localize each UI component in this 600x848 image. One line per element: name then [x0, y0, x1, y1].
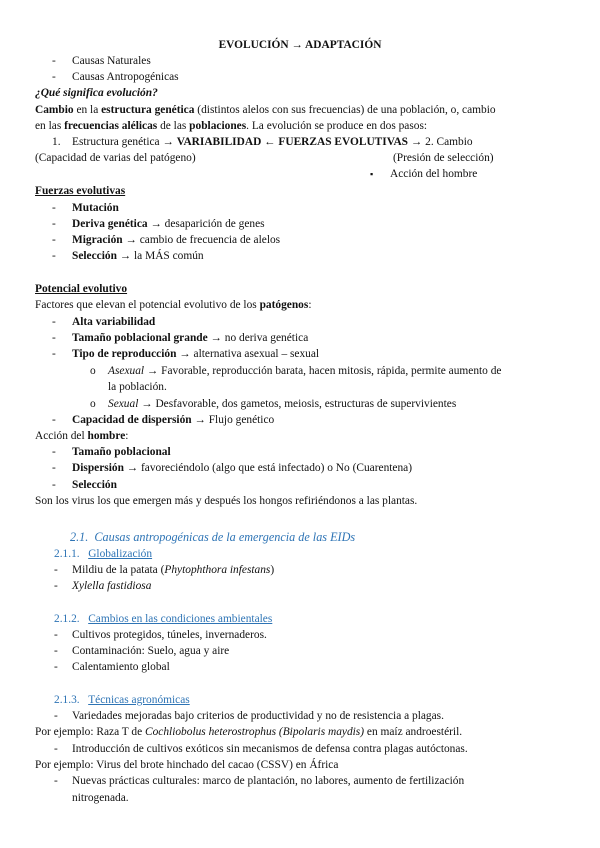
text: (distintos alelos con sus frecuencias) de una población, o, cambio: [194, 104, 496, 116]
list-item: Variedades mejoradas bajo criterios de productividad y no de resistencia a plagas.: [72, 710, 444, 722]
dash-bullet: -: [54, 743, 58, 755]
list-item: Causas Naturales: [72, 55, 151, 67]
dash-bullet: -: [52, 202, 56, 214]
section-title: Técnicas agronómicas: [88, 694, 190, 706]
text: :: [125, 430, 129, 442]
section-number: 2.1.2.: [54, 613, 80, 625]
subsubsection-heading: [54, 692, 190, 708]
text: → la MÁS común: [116, 250, 204, 262]
paragraph-line: [72, 134, 473, 150]
text: → 2. Cambio: [408, 136, 473, 148]
list-item-continuation: nitrogenada.: [72, 792, 129, 804]
text: → cambio de frecuencia de alelos: [122, 234, 281, 246]
italic-text: Asexual: [108, 365, 145, 377]
dash-bullet: -: [52, 462, 56, 474]
list-item: Nuevas prácticas culturales: marco de plantación, no labores, aumento de fertilización: [72, 775, 465, 787]
dash-bullet: -: [52, 218, 56, 230]
subsubsection-heading: [54, 611, 272, 627]
bold-text: hombre: [87, 430, 126, 442]
bold-text: Selección: [72, 250, 117, 262]
paragraph-line: [35, 118, 427, 134]
section-title: Globalización: [88, 548, 153, 560]
list-item: [72, 444, 171, 460]
text: → desaparición de genes: [147, 218, 265, 230]
question-heading: ¿Qué significa evolución?: [35, 87, 158, 99]
bold-text: frecuencias alélicas: [64, 120, 158, 132]
bold-text: Cambio: [35, 104, 74, 116]
dash-bullet: -: [52, 250, 56, 262]
list-item-continuation: la población.: [108, 381, 167, 393]
subsubsection-heading: [54, 546, 152, 562]
text: en la: [73, 104, 102, 116]
list-item: [72, 477, 117, 493]
list-item: [72, 330, 308, 346]
dash-bullet: -: [52, 332, 56, 344]
bold-text: Tamaño poblacional: [72, 446, 171, 458]
list-item: [72, 216, 265, 232]
bold-text: patógenos: [259, 299, 309, 311]
italic-text: Sexual: [108, 398, 139, 410]
bold-text: Dispersión: [72, 462, 124, 474]
italic-text: Phytophthora infestans: [164, 564, 271, 576]
dash-bullet: -: [52, 348, 56, 360]
text: Acción del: [35, 430, 88, 442]
dash-bullet: -: [54, 564, 58, 576]
list-item: [72, 200, 119, 216]
text: → favoreciéndolo (algo que está infectado) o No (Cuarentena): [123, 462, 413, 474]
dash-bullet: -: [52, 414, 56, 426]
text: → Desfavorable, dos gametos, meiosis, estructuras de supervivientes: [138, 398, 457, 410]
text: → no deriva genética: [207, 332, 309, 344]
paragraph-line: (Presión de selección): [393, 152, 494, 164]
paragraph-line: Por ejemplo: Virus del brote hinchado del cacao (CSSV) en África: [35, 759, 339, 771]
circle-bullet-icon: o: [90, 398, 96, 410]
list-item: Acción del hombre: [390, 168, 478, 180]
dash-bullet: -: [52, 446, 56, 458]
bold-text: VARIABILIDAD ← FUERZAS EVOLUTIVAS: [176, 136, 409, 148]
list-item: Xylella fastidiosa: [72, 580, 152, 592]
text: Mildiu de la patata (: [72, 564, 165, 576]
section-number: 2.1.3.: [54, 694, 80, 706]
text: ): [270, 564, 275, 576]
text: en maíz androestéril.: [364, 726, 463, 738]
dash-bullet: -: [54, 645, 58, 657]
text: en las: [35, 120, 65, 132]
text: → Flujo genético: [191, 414, 275, 426]
dash-bullet: -: [54, 580, 58, 592]
bold-text: poblaciones: [189, 120, 247, 132]
list-item: [72, 562, 274, 578]
list-item: [108, 396, 456, 412]
section-number: 2.1.: [70, 530, 89, 544]
dash-bullet: -: [54, 710, 58, 722]
list-item: [72, 232, 280, 248]
text: :: [308, 299, 312, 311]
paragraph-line: [35, 428, 128, 444]
square-bullet-icon: ▪: [370, 169, 374, 179]
dash-bullet: -: [52, 316, 56, 328]
dash-bullet: -: [52, 479, 56, 491]
bold-text: estructura genética: [101, 104, 195, 116]
dash-bullet: -: [52, 234, 56, 246]
list-item: Cultivos protegidos, túneles, invernaderos.: [72, 629, 267, 641]
bold-text: Deriva genética: [72, 218, 148, 230]
dash-bullet: -: [54, 661, 58, 673]
text: Estructura genética →: [72, 136, 177, 148]
section-heading: Potencial evolutivo: [35, 283, 128, 295]
dash-bullet: -: [54, 775, 58, 787]
list-item: [72, 460, 412, 476]
section-title: Cambios en las condiciones ambientales: [88, 613, 273, 625]
dash-bullet: -: [52, 55, 56, 67]
section-heading: Fuerzas evolutivas: [35, 185, 126, 197]
list-item: [72, 412, 274, 428]
list-item: Causas Antropogénicas: [72, 71, 179, 83]
circle-bullet-icon: o: [90, 365, 96, 377]
bold-text: Migración: [72, 234, 123, 246]
text: Factores que elevan el potencial evolutivo de los: [35, 299, 260, 311]
bold-text: Mutación: [72, 202, 119, 214]
bold-text: Tipo de reproducción: [72, 348, 177, 360]
dash-bullet: -: [52, 71, 56, 83]
subsection-heading: [70, 529, 355, 545]
bold-text: Capacidad de dispersión: [72, 414, 192, 426]
text: Por ejemplo: Raza T de: [35, 726, 145, 738]
list-item: Calentamiento global: [72, 661, 170, 673]
list-item: Contaminación: Suelo, agua y aire: [72, 645, 230, 657]
list-item: [72, 346, 319, 362]
list-item: [72, 248, 204, 264]
paragraph-line: [35, 297, 311, 313]
list-item: Introducción de cultivos exóticos sin mecanismos de defensa contra plagas autóctonas.: [72, 743, 468, 755]
italic-text: Cochliobolus heterostrophus (Bipolaris maydis): [144, 726, 365, 738]
text: → alternativa asexual – sexual: [176, 348, 320, 360]
bold-text: Tamaño poblacional grande: [72, 332, 208, 344]
text: . La evolución se produce en dos pasos:: [246, 120, 428, 132]
section-number: 2.1.1.: [54, 548, 80, 560]
text: de las: [157, 120, 190, 132]
page-title: EVOLUCIÓN → ADAPTACIÓN: [218, 39, 382, 51]
list-item: Alta variabilidad: [72, 316, 156, 328]
paragraph-line: [35, 724, 462, 740]
paragraph-line: [35, 102, 496, 118]
bold-text: Selección: [72, 479, 117, 491]
dash-bullet: -: [54, 629, 58, 641]
section-title: Causas antropogénicas de la emergencia de las EIDs: [94, 530, 356, 544]
list-number: 1.: [52, 136, 61, 148]
paragraph-line: (Capacidad de varias del patógeno): [35, 152, 196, 164]
paragraph-line: Son los virus los que emergen más y después los hongos refiriéndonos a las plantas.: [35, 495, 418, 507]
list-item: [108, 363, 501, 379]
text: → Favorable, reproducción barata, hacen mitosis, rápida, permite aumento de: [144, 365, 502, 377]
